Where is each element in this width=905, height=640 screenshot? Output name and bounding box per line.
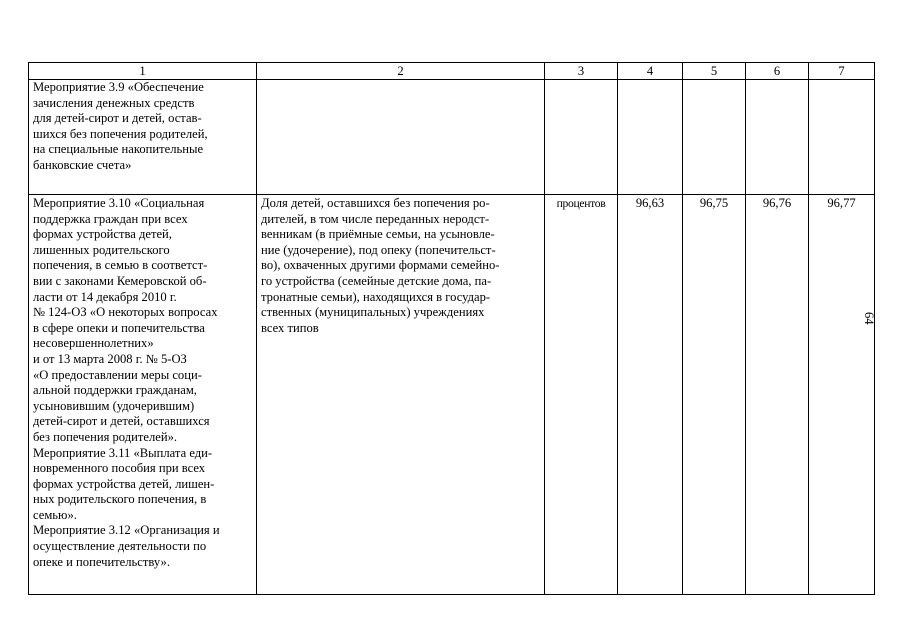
- text-line: всех типов: [261, 320, 319, 335]
- text-line: на специальные накопительные: [33, 142, 204, 157]
- header-cell: 3: [545, 63, 618, 80]
- text-line: усыновившим (удочерившим): [33, 398, 195, 413]
- activity-cell: [29, 195, 257, 595]
- text-line: шихся без попечения родителей,: [33, 126, 208, 141]
- header-cell: 2: [257, 63, 545, 80]
- indicators-table: [28, 62, 875, 595]
- text-line: попечения, в семью в соответст-: [33, 258, 208, 273]
- text-line: без попечения родителей».: [33, 429, 178, 444]
- text-line: банковские счета»: [33, 157, 132, 172]
- header-cell: 7: [809, 63, 875, 80]
- value-cell: 96,77: [809, 195, 875, 595]
- text-line: Мероприятие 3.12 «Организация и: [33, 523, 220, 538]
- value-cell: [618, 80, 683, 195]
- value-cell: 96,63: [618, 195, 683, 595]
- text-line: для детей-сирот и детей, остав-: [33, 111, 202, 126]
- text-line: № 124-ОЗ «О некоторых вопросах: [33, 305, 218, 320]
- text-line: в сфере опеки и попечительства: [33, 320, 205, 335]
- value-cell: 96,76: [746, 195, 809, 595]
- header-cell: 4: [618, 63, 683, 80]
- text-line: вии с законами Кемеровской об-: [33, 273, 207, 288]
- indicator-cell: [257, 80, 545, 195]
- value-cell: [683, 80, 746, 195]
- table-row: [29, 195, 875, 595]
- text-line: ласти от 14 декабря 2010 г.: [33, 289, 177, 304]
- table-header-row: [29, 63, 875, 80]
- text-line: ных родительского попечения, в: [33, 492, 207, 507]
- header-cell: 5: [683, 63, 746, 80]
- text-line: зачисления денежных средств: [33, 95, 195, 110]
- text-line: лишенных родительского: [33, 242, 170, 257]
- text-line: формах устройства детей,: [33, 227, 172, 242]
- header-cell: 6: [746, 63, 809, 80]
- text-line: и от 13 марта 2008 г. № 5-ОЗ: [33, 351, 187, 366]
- unit-cell: процентов: [545, 195, 618, 595]
- header-cell: 1: [29, 63, 257, 80]
- text-line: детей-сирот и детей, оставшихся: [33, 414, 210, 429]
- text-line: Мероприятие 3.9 «Обеспечение: [33, 80, 204, 94]
- page-number: 64: [862, 312, 876, 325]
- text-line: опеке и попечительству».: [33, 554, 170, 569]
- text-line: Мероприятие 3.11 «Выплата еди-: [33, 445, 213, 460]
- text-line: новременного пособия при всех: [33, 461, 206, 476]
- indicator-cell: [257, 195, 545, 595]
- text-line: Доля детей, оставшихся без попечения ро-: [261, 196, 490, 210]
- text-line: ние (удочерение), под опеку (попечительст-: [261, 242, 496, 257]
- value-cell: 96,75: [683, 195, 746, 595]
- unit-cell: [545, 80, 618, 195]
- value-cell: [809, 80, 875, 195]
- text-line: формах устройства детей, лишен-: [33, 476, 215, 491]
- activity-cell: [29, 80, 257, 195]
- text-line: во), охваченных другими формами семейно-: [261, 258, 500, 273]
- text-line: несовершеннолетних»: [33, 336, 154, 351]
- text-line: венникам (в приёмные семьи, на усыновле-: [261, 227, 495, 242]
- document-page: [28, 62, 875, 595]
- table-row: [29, 80, 875, 195]
- text-line: семью».: [33, 507, 77, 522]
- text-line: осуществление деятельности по: [33, 539, 207, 554]
- text-line: го устройства (семейные детские дома, па-: [261, 273, 492, 288]
- text-line: ственных (муниципальных) учреждениях: [261, 305, 485, 320]
- text-line: дителей, в том числе переданных неродст-: [261, 211, 490, 226]
- text-line: поддержка граждан при всех: [33, 211, 188, 226]
- text-line: тронатные семьи), находящихся в государ-: [261, 289, 491, 304]
- text-line: «О предоставлении меры соци-: [33, 367, 202, 382]
- value-cell: [746, 80, 809, 195]
- text-line: Мероприятие 3.10 «Социальная: [33, 196, 205, 210]
- text-line: альной поддержки гражданам,: [33, 383, 197, 398]
